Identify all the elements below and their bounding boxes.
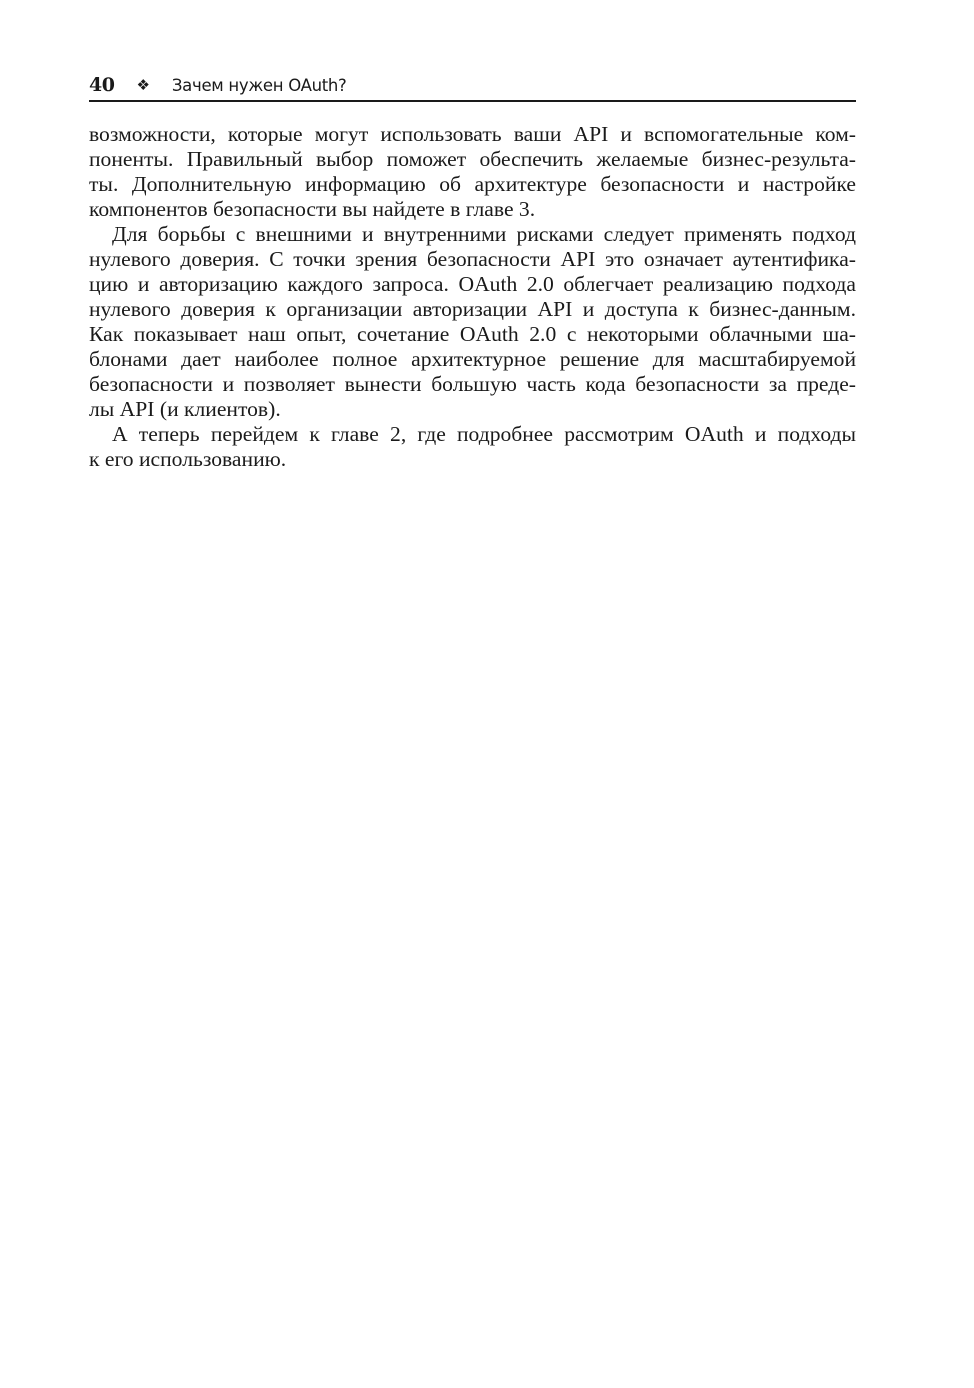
book-page [89, 74, 856, 472]
body-text [89, 122, 856, 472]
text-line: нулевого доверия к организации авторизации API и доступа к бизнес-данным. [89, 297, 856, 321]
text-line: безопасности и позволяет вынести большую часть кода безопасности за преде- [89, 372, 856, 396]
text-line: нулевого доверия. С точки зрения безопасности API это означает аутентифика- [89, 247, 856, 271]
paragraph-3 [89, 422, 856, 472]
text-line: Для борьбы с внешними и внутренними рисками следует применять подход [112, 222, 856, 246]
text-line: компонентов безопасности вы найдете в главе 3. [89, 197, 536, 221]
text-line: блонами дает наиболее полное архитектурное решение для масштабируемой [89, 347, 856, 371]
text-line: поненты. Правильный выбор поможет обеспечить желаемые бизнес-результа- [89, 147, 856, 171]
text-line: лы API (и клиентов). [89, 397, 281, 421]
fleuron-separator-icon: ❖ [136, 76, 150, 94]
text-line: к его использованию. [89, 447, 287, 471]
chapter-title: Зачем нужен OAuth? [171, 76, 347, 95]
paragraph-1 [89, 122, 856, 222]
text-line: ты. Дополнительную информацию об архитектуре безопасности и настройке [89, 172, 856, 196]
text-line: Как показывает наш опыт, сочетание OAuth 2.0 с некоторыми облачными ша- [89, 322, 856, 346]
paragraph-2 [89, 222, 856, 422]
text-line: А теперь перейдем к главе 2, где подробнее рассмотрим OAuth и подходы [112, 422, 856, 446]
page-number: 40 [89, 74, 115, 96]
running-header [89, 74, 856, 102]
text-line: возможности, которые могут использовать ваши API и вспомогательные ком- [89, 122, 856, 146]
text-line: цию и авторизацию каждого запроса. OAuth 2.0 облегчает реализацию подхода [89, 272, 856, 296]
